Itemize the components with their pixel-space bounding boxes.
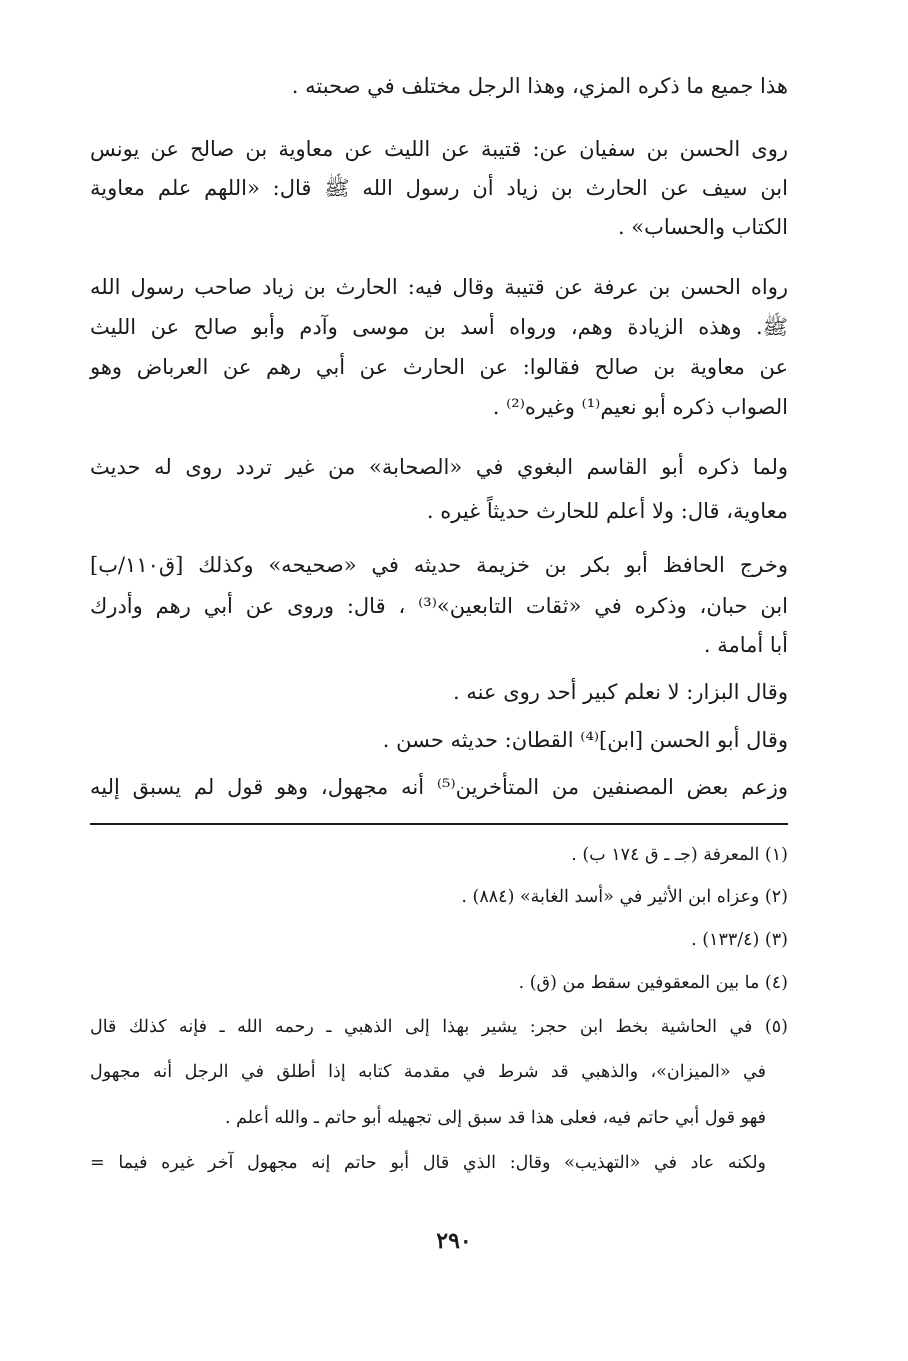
- footnote-continuation: ولكنه عاد في «التهذيب» وقال: الذي قال أبو حاتم إنه مجهول آخر غيره فيما =: [90, 1153, 766, 1173]
- text-line: وخرج الحافظ أبو بكر بن خزيمة حديثه في «صحيحه» وكذلك [ق١١٠/ب]: [90, 553, 788, 577]
- footnote: (١) المعرفة (جـ ـ ق ١٧٤ ب) .: [571, 845, 788, 865]
- document-page: [90, 0, 788, 1361]
- text-line: الكتاب والحساب» .: [617, 215, 788, 239]
- footnote: (٣) (١٣٣/٤) .: [691, 930, 788, 950]
- footnote: (٢) وعزاه ابن الأثير في «أسد الغابة» (٨٨٤) .: [461, 887, 788, 907]
- text-line: عن معاوية بن صالح فقالوا: عن الحارث عن أبي رهم عن العرباض وهو: [90, 355, 788, 379]
- text-line: ابن حبان، وذكره في «ثقات التابعين»⁽³⁾ ، قال: وروى عن أبي رهم وأدرك: [90, 594, 788, 618]
- footnote-continuation: فهو قول أبي حاتم فيه، فعلى هذا قد سبق إلى تجهيله أبو حاتم ـ والله أعلم .: [225, 1108, 766, 1128]
- text-line: وقال البزار: لا نعلم كبير أحد روى عنه .: [453, 680, 788, 704]
- footnote: (٤) ما بين المعقوفين سقط من (ق) .: [518, 973, 788, 993]
- text-line: الصواب ذكره أبو نعيم⁽¹⁾ وغيره⁽²⁾ .: [492, 395, 788, 419]
- text-line: هذا جميع ما ذكره المزي، وهذا الرجل مختلف في صحبته .: [291, 74, 788, 98]
- footnote-divider: [90, 823, 788, 825]
- text-line: أبا أمامة .: [703, 633, 788, 657]
- text-line: وزعم بعض المصنفين من المتأخرين⁽⁵⁾ أنه مجهول، وهو قول لم يسبق إليه: [90, 775, 788, 799]
- text-line: ولما ذكره أبو القاسم البغوي في «الصحابة» من غير تردد روى له حديث: [90, 455, 788, 479]
- footnote-continuation: في «الميزان»، والذهبي قد شرط في مقدمة كتابه إذا أطلق في الرجل أنه مجهول: [90, 1062, 766, 1082]
- text-line: روى الحسن بن سفيان عن: قتيبة عن الليث عن معاوية بن صالح عن يونس: [90, 137, 788, 161]
- text-line: ابن سيف عن الحارث بن زياد أن رسول الله ﷺ قال: «اللهم علم معاوية: [90, 176, 788, 200]
- page-number: ٢٩٠: [436, 1228, 472, 1254]
- text-line: وقال أبو الحسن [ابن]⁽⁴⁾ القطان: حديثه حسن .: [382, 728, 788, 752]
- text-line: رواه الحسن بن عرفة عن قتيبة وقال فيه: الحارث بن زياد صاحب رسول الله: [90, 275, 788, 299]
- footnote: (٥) في الحاشية بخط ابن حجر: يشير بهذا إلى الذهبي ـ رحمه الله ـ فإنه كذلك قال: [90, 1017, 788, 1037]
- text-line: معاوية، قال: ولا أعلم للحارث حديثاً غيره .: [426, 499, 788, 523]
- text-line: ﷺ. وهذه الزيادة وهم، ورواه أسد بن موسى وآدم وأبو صالح عن الليث: [90, 315, 788, 339]
